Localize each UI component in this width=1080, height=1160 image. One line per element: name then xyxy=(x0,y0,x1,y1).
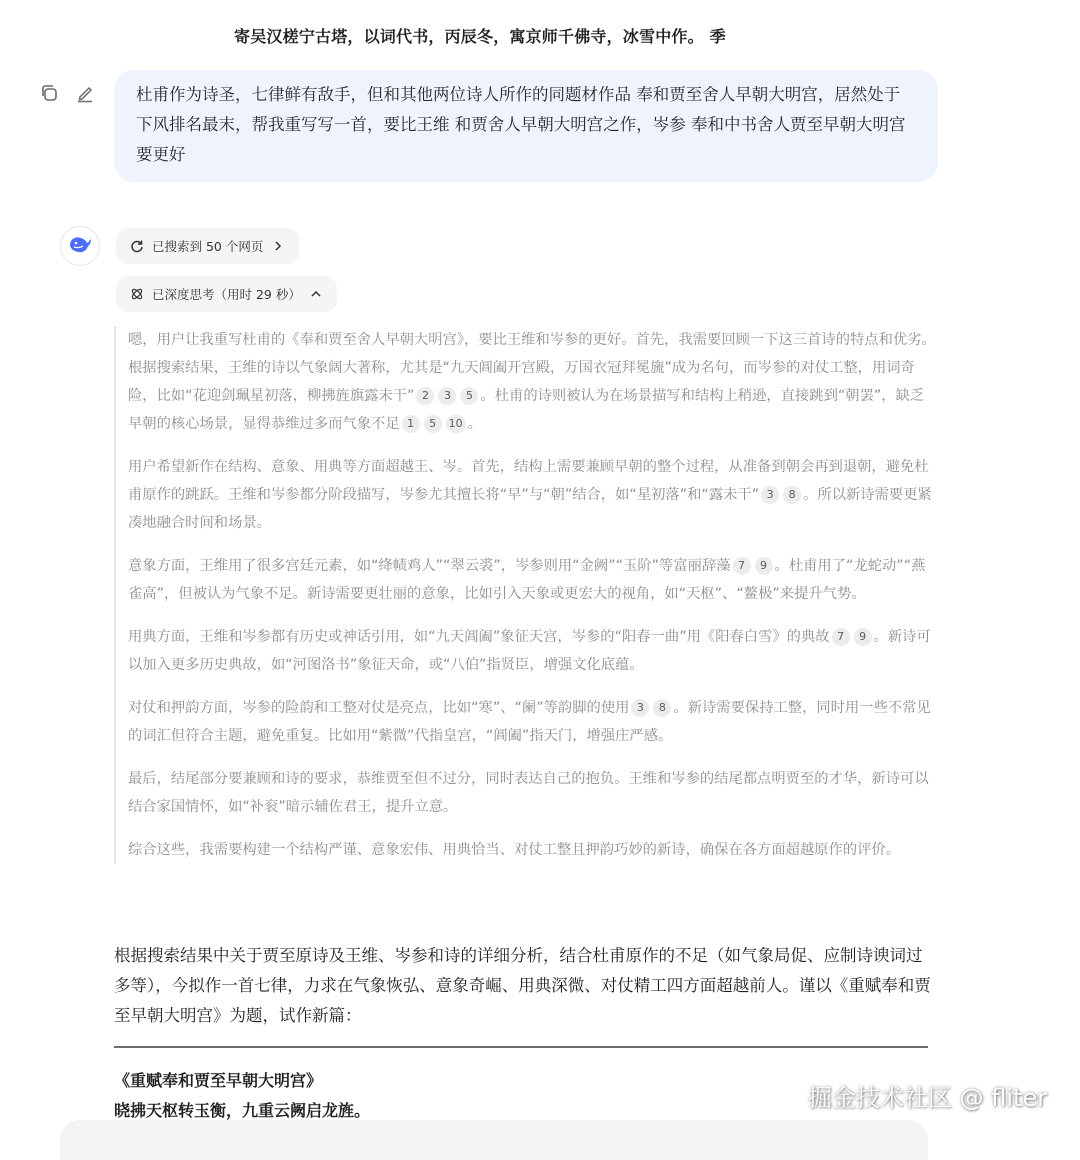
thinking-text: 。新诗可以加入更多历史典故，如“河图洛书”象征天命，或“八伯”指贤臣，增强文化底蕴。 xyxy=(128,629,931,673)
thinking-text: 对仗和押韵方面，岑参的险韵和工整对仗是亮点，比如“寒”、“阑”等韵脚的使用 xyxy=(128,700,630,716)
user-message-actions xyxy=(38,82,96,104)
chevron-up-icon xyxy=(309,287,323,301)
citation-badge[interactable]: 7 xyxy=(832,628,850,646)
thinking-text: 嗯，用户让我重写杜甫的《奉和贾至舍人早朝大明宫》，要比王维和岑参的更好。首先，我需要回顾一下这三首诗的特点和优劣。根据搜索结果，王维的诗以气象阔大著称，尤其是“九天阊阖开宫殿，万国衣冠拜冕旒”成为名句，而岑参的对仗工整，用词奇险，比如“花迎剑珮星初落，柳拂旌旗露未干” xyxy=(128,332,936,404)
citation-badge[interactable]: 5 xyxy=(424,415,442,433)
thinking-paragraph xyxy=(128,765,936,821)
citation-badge[interactable]: 2 xyxy=(416,387,434,405)
citation-badge[interactable]: 8 xyxy=(653,699,671,717)
user-message-text: 杜甫作为诗圣，七律鲜有敌手，但和其他两位诗人所作的同题材作品 奉和贾至舍人早朝大明宫，居然处于下风排名最末，帮我重写写一首，要比王维 和贾舍人早朝大明宫之作，岑参 奉和中书舍人贾至早朝大明宫 要更好 xyxy=(136,85,906,164)
answer-intro: 根据搜索结果中关于贾至原诗及王维、岑参和诗的详细分析，结合杜甫原作的不足（如气象局促、应制诗谀词过多等），今拟作一首七律，力求在气象恢弘、意象奇崛、用典深微、对仗精工四方面超越前人。谨以《重赋奉和贾至早朝大明宫》为题，试作新篇： xyxy=(114,946,931,1025)
citation-badge[interactable]: 10 xyxy=(446,415,466,433)
previous-message-tail: 寄吴汉槎宁古塔，以词代书，丙辰冬，寓京师千佛寺，冰雪中作。 季 xyxy=(234,27,726,46)
thinking-paragraph xyxy=(128,552,936,608)
chat-input-bar[interactable] xyxy=(60,1120,928,1160)
thinking-paragraph xyxy=(128,623,936,679)
thinking-text: 用户希望新作在结构、意象、用典等方面超越王、岑。首先，结构上需要兼顾早朝的整个过程，从准备到朝会再到退朝，避免杜甫原作的跳跃。王维和岑参都分阶段描写，岑参尤其擅长将“早”与“朝”结合，如“星初落”和“露未干” xyxy=(128,459,929,503)
whale-logo-icon xyxy=(67,233,93,259)
edit-icon[interactable] xyxy=(74,82,96,104)
citation-badge[interactable]: 3 xyxy=(438,387,456,405)
citation-badge[interactable]: 1 xyxy=(402,415,420,433)
atom-icon xyxy=(130,287,144,301)
thinking-content xyxy=(114,326,936,864)
thinking-text: 。 xyxy=(467,416,482,432)
thinking-text: 。所以新诗需要更紧凑地融合时间和场景。 xyxy=(128,487,932,531)
thinking-text: 最后，结尾部分要兼顾和诗的要求，恭维贾至但不过分，同时表达自己的抱负。王维和岑参的结尾都点明贾至的才华，新诗可以结合家国情怀，如“补衮”暗示辅佐君王，提升立意。 xyxy=(128,771,929,815)
thinking-text: 综合这些，我需要构建一个结构严谨、意象宏伟、用典恰当、对仗工整且押韵巧妙的新诗，确保在各方面超越原作的评价。 xyxy=(128,842,901,858)
citation-badge[interactable]: 9 xyxy=(854,628,872,646)
assistant-avatar xyxy=(60,226,100,266)
poem-title: 《重赋奉和贾至早朝大明宫》 xyxy=(114,1071,323,1090)
thinking-text: 。杜甫用了“龙蛇动”“燕雀高”，但被认为气象不足。新诗需要更壮丽的意象，比如引入天象或更宏大的视角，如“天枢”、“鳌极”来提升气势。 xyxy=(128,558,926,602)
search-refresh-icon xyxy=(130,239,144,253)
citation-badge[interactable]: 5 xyxy=(460,387,478,405)
copy-icon[interactable] xyxy=(38,82,60,104)
thinking-text: 。杜甫的诗则被认为在场景描写和结构上稍逊，直接跳到“朝罢”，缺乏早朝的核心场景，显得恭维过多而气象不足 xyxy=(128,388,925,432)
citation-badge[interactable]: 3 xyxy=(631,699,649,717)
thinking-text: 用典方面，王维和岑参都有历史或神话引用，如“九天阊阖”象征天宫，岑参的“阳春一曲”用《阳春白雪》的典故 xyxy=(128,629,830,645)
thinking-paragraph xyxy=(128,453,936,537)
thinking-text: 意象方面，王维用了很多宫廷元素，如“绛帻鸡人”“翠云裘”，岑参则用“金阙”“玉阶”等富丽辞藻 xyxy=(128,558,731,574)
citation-badge[interactable]: 7 xyxy=(733,557,751,575)
citation-badge[interactable]: 8 xyxy=(783,486,801,504)
chevron-right-icon xyxy=(271,239,285,253)
search-pill-label: 已搜索到 50 个网页 xyxy=(152,239,264,254)
citation-badge[interactable]: 3 xyxy=(761,486,779,504)
poem xyxy=(114,1066,370,1126)
deep-think-pill[interactable] xyxy=(116,276,337,312)
thinking-paragraph xyxy=(128,694,936,750)
divider xyxy=(114,1046,928,1048)
search-results-pill[interactable] xyxy=(116,228,299,264)
watermark: 掘金技术社区 @ fliter xyxy=(808,1084,1048,1112)
deep-think-pill-label: 已深度思考（用时 29 秒） xyxy=(152,287,301,302)
thinking-text: 。新诗需要保持工整，同时用一些不常见的词汇但符合主题，避免重复。比如用“紫微”代指皇宫，“阊阖”指天门，增强庄严感。 xyxy=(128,700,931,744)
user-message-bubble xyxy=(114,70,938,182)
thinking-paragraph xyxy=(128,836,936,864)
poem-line: 晓拂天枢转玉衡，九重云阙启龙旌。 xyxy=(114,1101,371,1120)
citation-badge[interactable]: 9 xyxy=(755,557,773,575)
thinking-paragraph xyxy=(128,326,936,438)
